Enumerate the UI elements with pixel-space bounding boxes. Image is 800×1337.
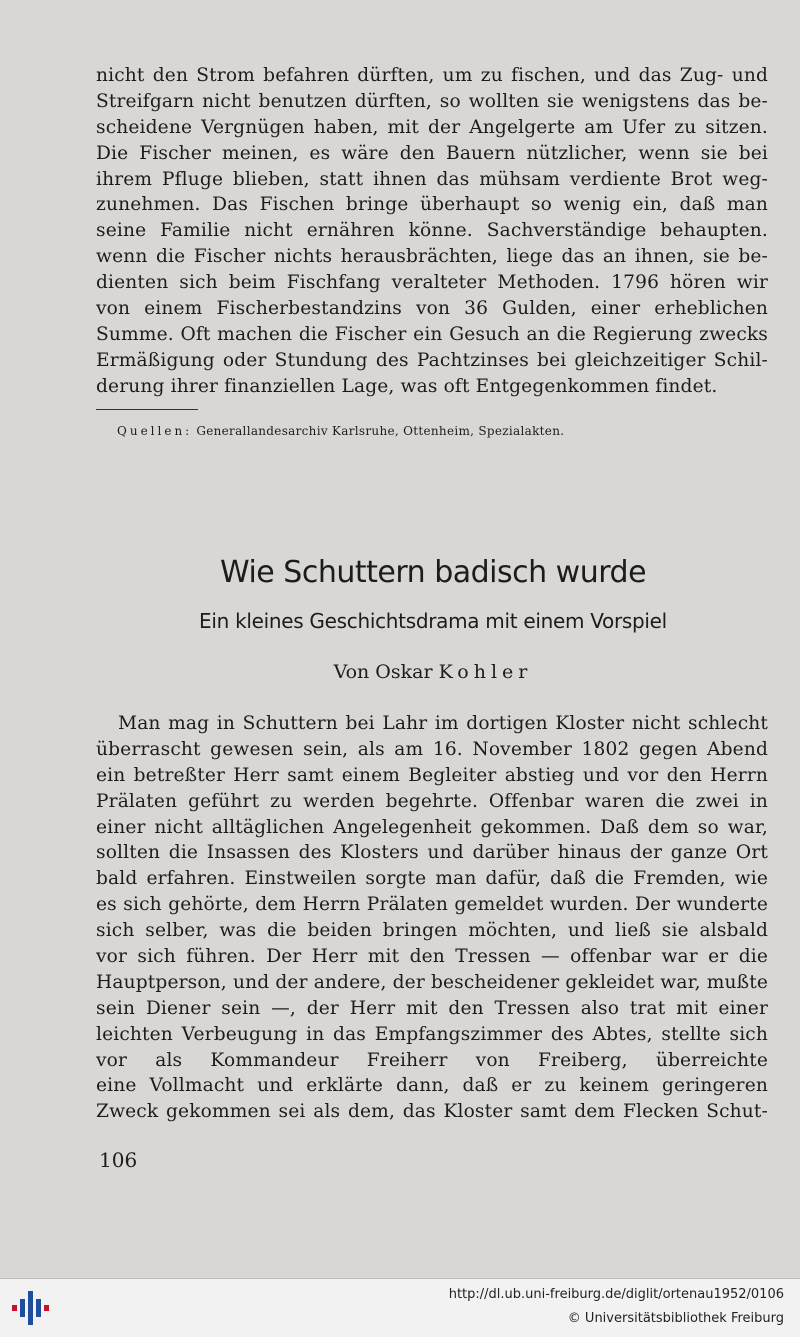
text-line: wenn die Fischer nichts herausbrächten, liege das an ihnen, sie be- — [96, 246, 768, 268]
author-prefix: Von Oskar — [333, 661, 433, 683]
text-line: ein betreßter Herr samt einem Begleiter abstieg und vor den Herrn — [96, 764, 768, 786]
text-line: eine Vollmacht und erklärte dann, daß er zu keinem geringeren — [96, 1075, 768, 1097]
text-line: Summe. Oft machen die Fischer ein Gesuch an die Regierung zwecks — [96, 323, 768, 345]
text-line: es sich gehörte, dem Herrn Prälaten gemeldet wurden. Der wunderte — [96, 894, 768, 916]
text-line: leichten Verbeugung in das Empfangszimmer des Abtes, stellte sich — [96, 1023, 768, 1045]
text-line: Prälaten geführt zu werden begehrte. Offenbar waren die zwei in — [96, 790, 768, 812]
text-line: Zweck gekommen sei als dem, das Kloster samt dem Flecken Schut- — [96, 1101, 768, 1123]
source-note — [117, 424, 564, 438]
source-label: Quellen: — [117, 424, 193, 438]
text-line: Man mag in Schuttern bei Lahr im dortigen Kloster nicht schlecht — [118, 713, 768, 734]
text-line: von einem Fischerbestandzins von 36 Gulden, einer erheblichen — [96, 298, 768, 320]
text-line: nicht den Strom befahren dürften, um zu fischen, und das Zug- und — [96, 65, 768, 86]
text-line: scheidene Vergnügen haben, mit der Angelgerte am Ufer zu sitzen. — [96, 116, 768, 138]
text-line: ihrem Pfluge blieben, statt ihnen das mühsam verdiente Brot weg- — [96, 168, 768, 190]
author-name: Kohler — [438, 661, 533, 683]
text-line: überrascht gewesen sein, als am 16. November 1802 gegen Abend — [96, 738, 768, 760]
article-title: Wie Schuttern badisch wurde — [219, 555, 647, 590]
article-author — [0, 661, 800, 683]
text-line: sein Diener sein —, der Herr mit den Tressen also trat mit einer — [96, 997, 768, 1019]
copyright-notice: © Universitätsbibliothek Freiburg — [567, 1311, 784, 1326]
text-line: einer nicht alltäglichen Angelegenheit gekommen. Daß dem so war, — [96, 816, 768, 838]
ub-freiburg-logo-icon[interactable] — [10, 1287, 52, 1329]
text-line: sollten die Insassen des Klosters und darüber hinaus der ganze Ort — [96, 842, 768, 864]
text-line: sich selber, was die beiden bringen möchten, und ließ sie alsbald — [96, 920, 768, 942]
source-text: Generallandesarchiv Karlsruhe, Ottenheim, Spezialakten. — [196, 424, 565, 438]
text-line: zunehmen. Das Fischen bringe überhaupt so wenig ein, daß man — [96, 194, 768, 216]
text-line: vor als Kommandeur Freiherr von Freiberg, überreichte — [96, 1049, 768, 1071]
text-line: seine Familie nicht ernähren könne. Sachverständige behaupten. — [96, 220, 768, 242]
paragraph-fischer — [96, 63, 768, 400]
text-line: Hauptperson, und der andere, der bescheidener gekleidet war, mußte — [96, 971, 768, 993]
permalink-url[interactable]: http://dl.ub.uni-freiburg.de/diglit/ortenau1952/0106 — [448, 1287, 784, 1302]
text-line: derung ihrer finanziellen Lage, was oft Entgegenkommen findet. — [96, 375, 718, 397]
paragraph-main — [96, 711, 768, 1125]
text-line: Streifgarn nicht benutzen dürften, so wollten sie wenigstens das be- — [96, 90, 768, 112]
text-line: bald erfahren. Einstweilen sorgte man dafür, daß die Fremden, wie — [96, 868, 768, 890]
text-line: Die Fischer meinen, es wäre den Bauern nützlicher, wenn sie bei — [96, 142, 768, 164]
footnote-rule — [96, 409, 198, 410]
text-line: dienten sich beim Fischfang veralteter Methoden. 1796 hören wir — [96, 272, 768, 294]
article-subtitle: Ein kleines Geschichtsdrama mit einem Vorspiel — [199, 609, 667, 633]
text-line: Ermäßigung oder Stundung des Pachtzinses bei gleichzeitiger Schil- — [96, 349, 768, 371]
footer-bar — [0, 1278, 800, 1337]
page-number: 106 — [99, 1148, 138, 1172]
text-line: vor sich führen. Der Herr mit den Tressen — offenbar war er die — [96, 946, 768, 968]
